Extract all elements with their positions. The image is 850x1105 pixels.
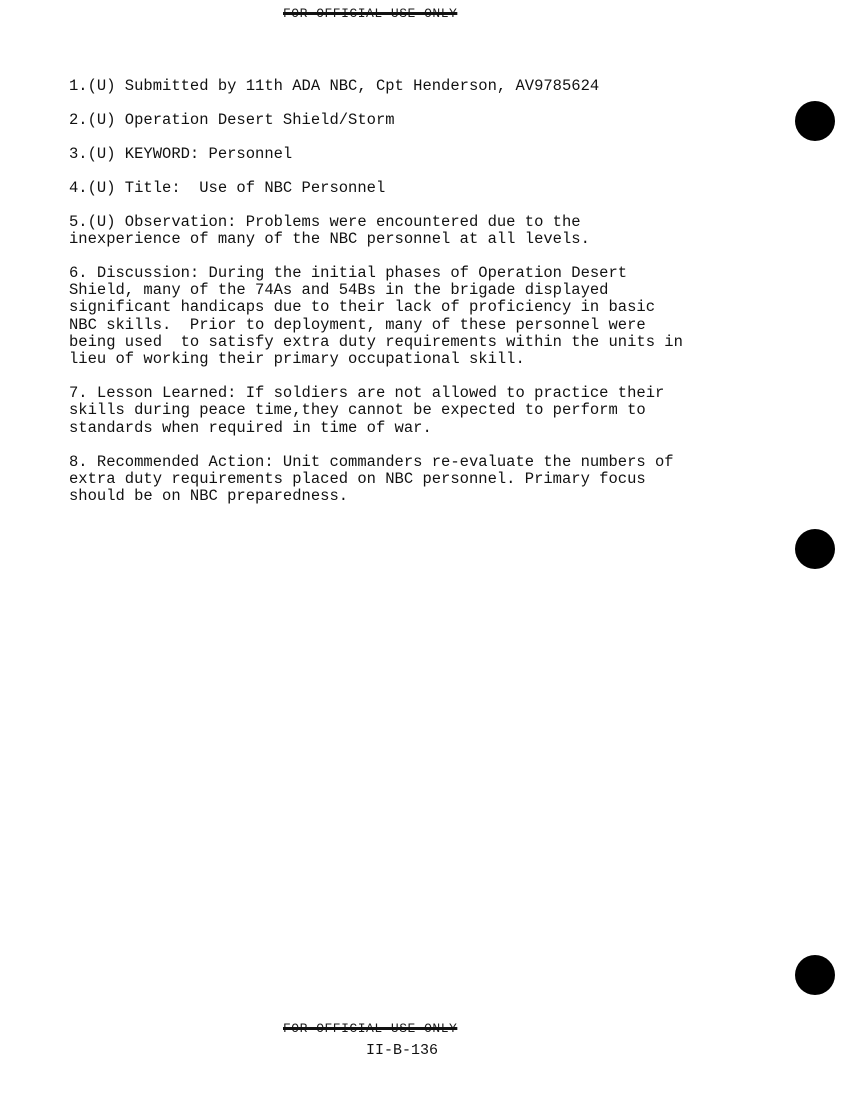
paragraph-operation: 2.(U) Operation Desert Shield/Storm: [69, 110, 395, 129]
page-number: II-B-136: [366, 1042, 439, 1059]
document-body: [69, 78, 769, 522]
binder-punch-hole-top: [795, 101, 835, 141]
binder-punch-hole-middle: [795, 529, 835, 569]
paragraph-keyword: 3.(U) KEYWORD: Personnel: [69, 144, 293, 163]
header-marking-text: FOR OFFICIAL USE ONLY: [283, 6, 458, 21]
binder-punch-hole-bottom: [795, 955, 835, 995]
header-classification-marking: [283, 6, 457, 21]
paragraph-observation: 5.(U) Observation: Problems were encountered due to the inexperience of many of the NBC personnel at all levels.: [69, 212, 590, 248]
paragraph-lesson-learned: 7. Lesson Learned: If soldiers are not allowed to practice their skills during peace time,they cannot be expected to perform to standards when required in time of war.: [69, 384, 665, 437]
footer-classification-marking: [283, 1021, 457, 1036]
paragraph-submitted-by: 1.(U) Submitted by 11th ADA NBC, Cpt Henderson, AV9785624: [69, 77, 600, 95]
paragraph-discussion: 6. Discussion: During the initial phases of Operation Desert Shield, many of the 74As and 54Bs in the brigade displayed significant handicaps due to their lack of proficiency in basic NBC skills. Prior to deployment, many of these personnel were being used to satisfy extra duty requirements within the units in lieu of working their primary occupational skill.: [69, 263, 683, 369]
footer-marking-text: FOR OFFICIAL USE ONLY: [283, 1021, 458, 1036]
paragraph-recommended-action: 8. Recommended Action: Unit commanders re-evaluate the numbers of extra duty requirements placed on NBC personnel. Primary focus should be on NBC preparedness.: [69, 452, 674, 506]
paragraph-title: 4.(U) Title: Use of NBC Personnel: [69, 178, 386, 197]
